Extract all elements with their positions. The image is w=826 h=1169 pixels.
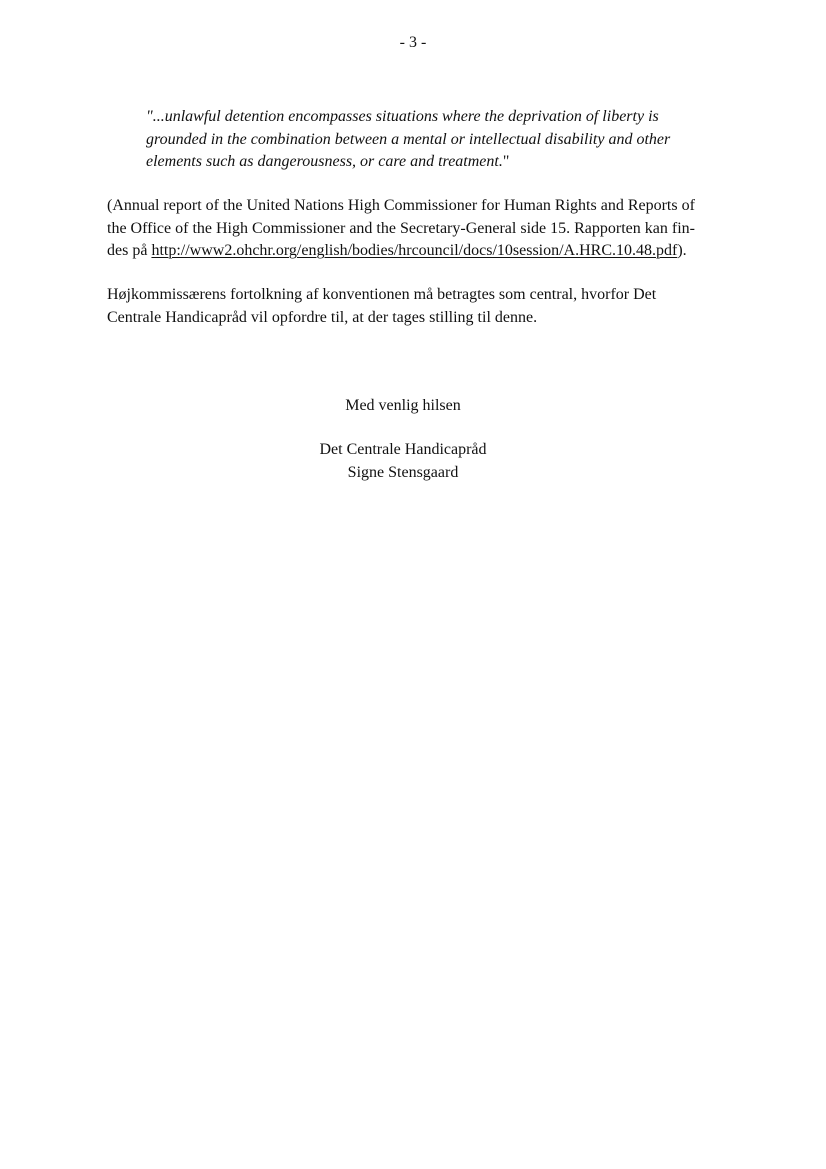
quote-text: elements such as dangerousness, or care and treatment. <box>146 153 503 170</box>
commentary-line: Højkommissærens fortolkning af konventionen må betragtes som central, hvorfor Det <box>107 286 657 303</box>
organization-name: Det Centrale Handicapråd <box>319 441 487 458</box>
citation-prefix: des på <box>107 242 152 259</box>
closing-greeting: Med venlig hilsen <box>345 397 461 414</box>
page-number: - 3 - <box>399 34 427 51</box>
commentary-paragraph <box>107 284 727 329</box>
citation-suffix: ). <box>677 242 687 259</box>
quote-line: "...unlawful detention encompasses situations where the deprivation of liberty is <box>146 108 659 125</box>
citation-line <box>107 240 727 263</box>
commentary-line: Centrale Handicapråd vil opfordre til, at der tages stilling til denne. <box>107 308 538 326</box>
block-quote <box>146 106 746 174</box>
citation-line: the Office of the High Commissioner and the Secretary-General side 15. Rapporten kan fin- <box>107 219 695 237</box>
quote-line <box>146 151 746 174</box>
report-link[interactable]: http://www2.ohchr.org/english/bodies/hrcouncil/docs/10session/A.HRC.10.48.pdf <box>151 242 678 259</box>
citation-paragraph <box>107 195 727 263</box>
signature-block <box>0 439 806 484</box>
citation-line: (Annual report of the United Nations High Commissioner for Human Rights and Reports of <box>107 197 695 214</box>
signatory-name: Signe Stensgaard <box>347 463 459 481</box>
quote-line: grounded in the combination between a mental or intellectual disability and other <box>146 130 671 148</box>
quote-close-mark: " <box>502 153 510 170</box>
